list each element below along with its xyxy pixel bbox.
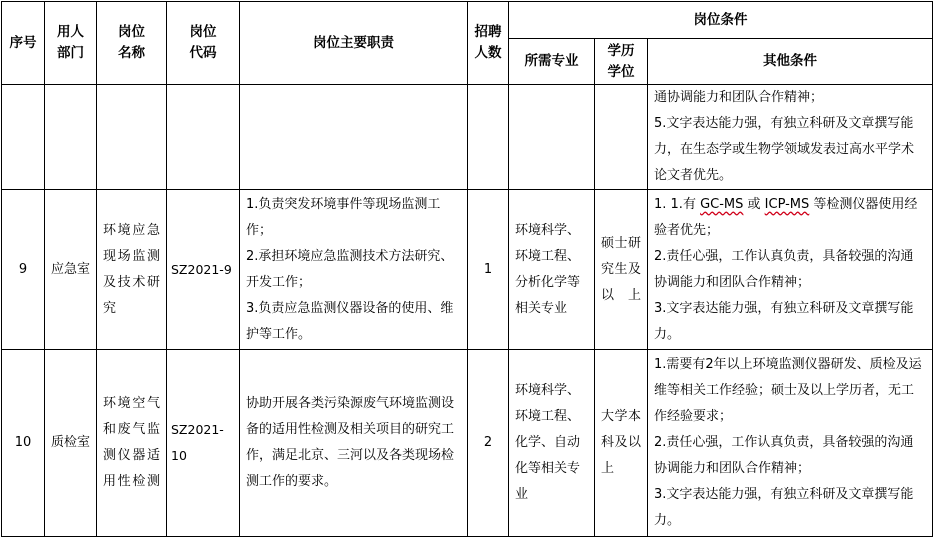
row-dept: 质检室 (45, 350, 97, 537)
header-degree: 学历 学位 (595, 39, 648, 85)
header-other: 其他条件 (648, 39, 933, 85)
row-recruit: 1 (468, 190, 509, 350)
row-post-code: SZ2021-9 (167, 190, 240, 350)
row-duties: 1.负责突发环境事件等现场监测工作； 2.承担环境应急监测技术方法研究、开发工作； 3.负责应急监测仪器设备的使用、维护等工作。 (240, 190, 468, 350)
row-post-name: 环境空气和废气监测仪器适用性检测 (97, 350, 167, 537)
header-conditions: 岗位条件 (509, 2, 933, 39)
continuation-row (2, 85, 933, 190)
header-no: 序号 (2, 2, 45, 85)
row-post-code: SZ2021-10 (167, 350, 240, 537)
header-post-name: 岗位 名称 (97, 2, 167, 85)
row-no: 9 (2, 190, 45, 350)
continuation-other: 通协调能力和团队合作精神； 5.文字表达能力强，有独立科研及文章撰写能力，在生态学或生物学领域发表过高水平学术论文者优先。 (648, 85, 933, 190)
row-degree: 大学本科及以上 (595, 350, 648, 537)
row-other: 1. 1.有 GC-MS 或 ICP-MS 等检测仪器使用经验者优先； 2.责任心强，工作认真负责，具备较强的沟通协调能力和团队合作精神； 3.文字表达能力强，有独立科研及文章撰写能力。 (648, 190, 933, 350)
header-dept: 用人 部门 (45, 2, 97, 85)
table-row (2, 350, 933, 537)
header-duties: 岗位主要职责 (240, 2, 468, 85)
other-line-1: 1. 1.有 GC-MS 或 ICP-MS 等检测仪器使用经验者优先； (654, 196, 918, 238)
header-major: 所需专业 (509, 39, 595, 85)
row-dept: 应急室 (45, 190, 97, 350)
recruitment-table (1, 1, 933, 537)
row-post-name: 环境应急现场监测及技术研究 (97, 190, 167, 350)
header-post-code: 岗位 代码 (167, 2, 240, 85)
header-recruit: 招聘 人数 (468, 2, 509, 85)
header-row-1 (2, 2, 933, 39)
row-major: 环境科学、环境工程、分析化学等相关专业 (509, 190, 595, 350)
row-duties: 协助开展各类污染源废气环境监测设备的适用性检测及相关项目的研究工作，满足北京、三河以及各类现场检测工作的要求。 (240, 350, 468, 537)
row-no: 10 (2, 350, 45, 537)
row-degree: 硕士研究生及以上 (595, 190, 648, 350)
row-other: 1.需要有2年以上环境监测仪器研发、质检及运维等相关工作经验；硕士及以上学历者，无工作经验要求； 2.责任心强，工作认真负责，具备较强的沟通协调能力和团队合作精神； 3.文字表达能力强，有独立科研及文章撰写能力。 (648, 350, 933, 537)
row-recruit: 2 (468, 350, 509, 537)
table-row (2, 190, 933, 350)
row-major: 环境科学、环境工程、化学、自动化等相关专业 (509, 350, 595, 537)
